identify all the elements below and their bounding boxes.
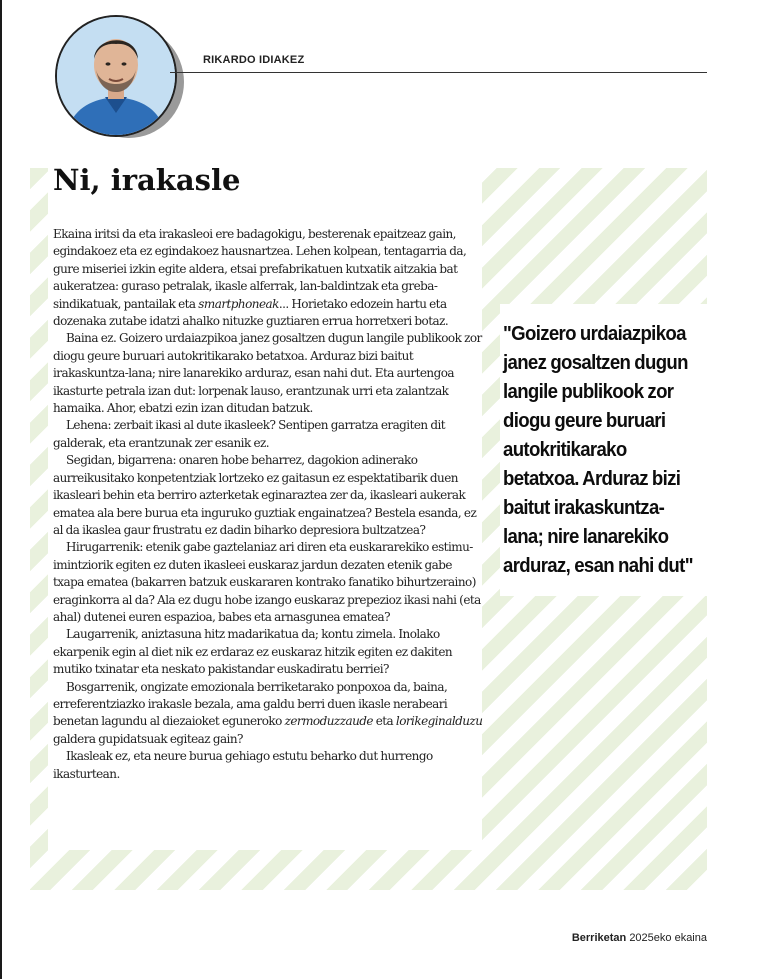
emphasized-text: smartphoneak (198, 296, 279, 311)
emphasized-text: zermoduzzaude (284, 714, 373, 729)
pullquote-line: arduraz, esan nahi dut" (503, 555, 693, 577)
byline-divider (170, 72, 707, 73)
article-body (53, 226, 483, 783)
article-paragraph (53, 626, 483, 678)
article-paragraph (53, 226, 483, 330)
pullquote-line: baitut irakaskuntza- (503, 497, 665, 519)
paragraph-text: Ekaina iritsi da eta irakasleoi ere badagokigu, besterenak epaitzeaz gain, egindakoez eta ez egindakoez hausnartzea. Lehen kolpean, tentagarria da, gure miseriei izkin egite aldera, etsai prefabrikatuen kutxatik aitzakia bat aukeratzea: guraso petralak, ikasle alferrak, lan-baldintzak eta greba-sindikatuak, pantailak eta (53, 227, 467, 311)
pullquote-line: "Goizero urdaiazpikoa (503, 323, 686, 345)
pullquote-line: diogu geure buruari (503, 410, 666, 432)
article-paragraph (53, 748, 483, 783)
article-paragraph (53, 330, 483, 417)
pullquote-line: autokritikarako (503, 439, 627, 461)
page-edge-rule (0, 0, 2, 979)
issue-date: 2025eko ekaina (629, 932, 707, 944)
author-name: RIKARDO IDIAKEZ (203, 54, 305, 66)
paragraph-text: Bosgarrenik, ongizate emozionala berriketarako ponpoxoa da, baina, erreferentziazko irakasle bezala, ama galdu berri duen ikasle nerabeari benetan lagundu al diezaioket eguneroko (53, 679, 448, 729)
paragraph-text: Hirugarrenik: etenik gabe gaztelaniaz ari diren eta euskararekiko estimu-imintziorik egiten ez duten ikasleei euskaraz jardun dezaten etenik gabe txapa ematea (bakarren batzuk euskararen kontrako fanatiko bihurtzeraino) eraginkorra al da? Ala ez dugu hobe izango euskaraz prepezioz ikasi nahi (eta ahal) dutenei euren espazioa, babes eta arnasgunea ematea? (53, 540, 481, 624)
paragraph-text: Lehena: zerbait ikasi al dute ikasleek? Sentipen garratza eragiten dit galderak, eta erantzunak zer esanik ez. (53, 418, 446, 450)
article-paragraph (53, 679, 483, 749)
paragraph-text: Baina ez. Goizero urdaiazpikoa janez gosaltzen dugun langile publikook zor diogu geure buruari autokritikarako betatxoa. Arduraz bizi baitut irakaskuntza-lana; nire lanarekiko arduraz, esan nahi dut. Eta aurtengoa ikasturte petrala izan dut: lorpenak lauso, erantzunak urri eta zalantzak hamaika. Ahor, ebatzi ezin izan ditudan batzuk. (53, 331, 482, 416)
pullquote-line: lana; nire lanarekiko (503, 526, 669, 548)
page-footer (572, 932, 707, 944)
pullquote-line: janez gosaltzen dugun (503, 352, 688, 374)
paragraph-text: Laugarrenik, aniztasuna hitz madarikatua da; kontu zimela. Inolako ekarpenik egin al diet nik ez erdaraz ez euskaraz hitzik egiten ez dakiten mutiko txinatar eta neskato pakistandar euskadiratu berriei? (53, 627, 453, 677)
article-paragraph (53, 417, 483, 452)
paragraph-text: ... Horietako edozein hartu eta dozenaka zutabe idatzi ahalko nituzke guztiaren errua horretxeri botaz. (53, 296, 449, 329)
paragraph-text: Segidan, bigarrena: onaren hobe beharrez, dagokion adinerako aurreikusitako konpetentziak lortzeko ez gaitasun ez espektatibarik duen ikasleari behin eta berriro azterketak eginaraztea zer da, ikasleari aukerak ematea ala bere burua eta inguruko guztiak engainatzea? Bestela esanda, ez al da ikaslea gaur frustratu ez dadin biharko depresiora bultzatzea? (53, 453, 477, 537)
pullquote-line: langile publikook zor (503, 381, 674, 403)
paragraph-text: Ikasleak ez, eta neure burua gehiago estutu beharko dut hurrengo ikasturtean. (53, 749, 433, 781)
article-paragraph (53, 452, 483, 539)
author-photo (57, 17, 175, 135)
page-title: Ni, irakasle (53, 163, 241, 197)
publication-name: Berriketan (571, 932, 627, 944)
author-portrait (55, 15, 177, 137)
pull-quote (503, 320, 698, 581)
article-paragraph (53, 539, 483, 626)
paragraph-text: eta (372, 714, 396, 729)
paragraph-text: galdera gupidatsuak egiteaz gain? (53, 731, 243, 746)
pullquote-line: betatxoa. Arduraz bizi (503, 468, 681, 490)
emphasized-text: lorikeginalduzu (395, 714, 483, 729)
